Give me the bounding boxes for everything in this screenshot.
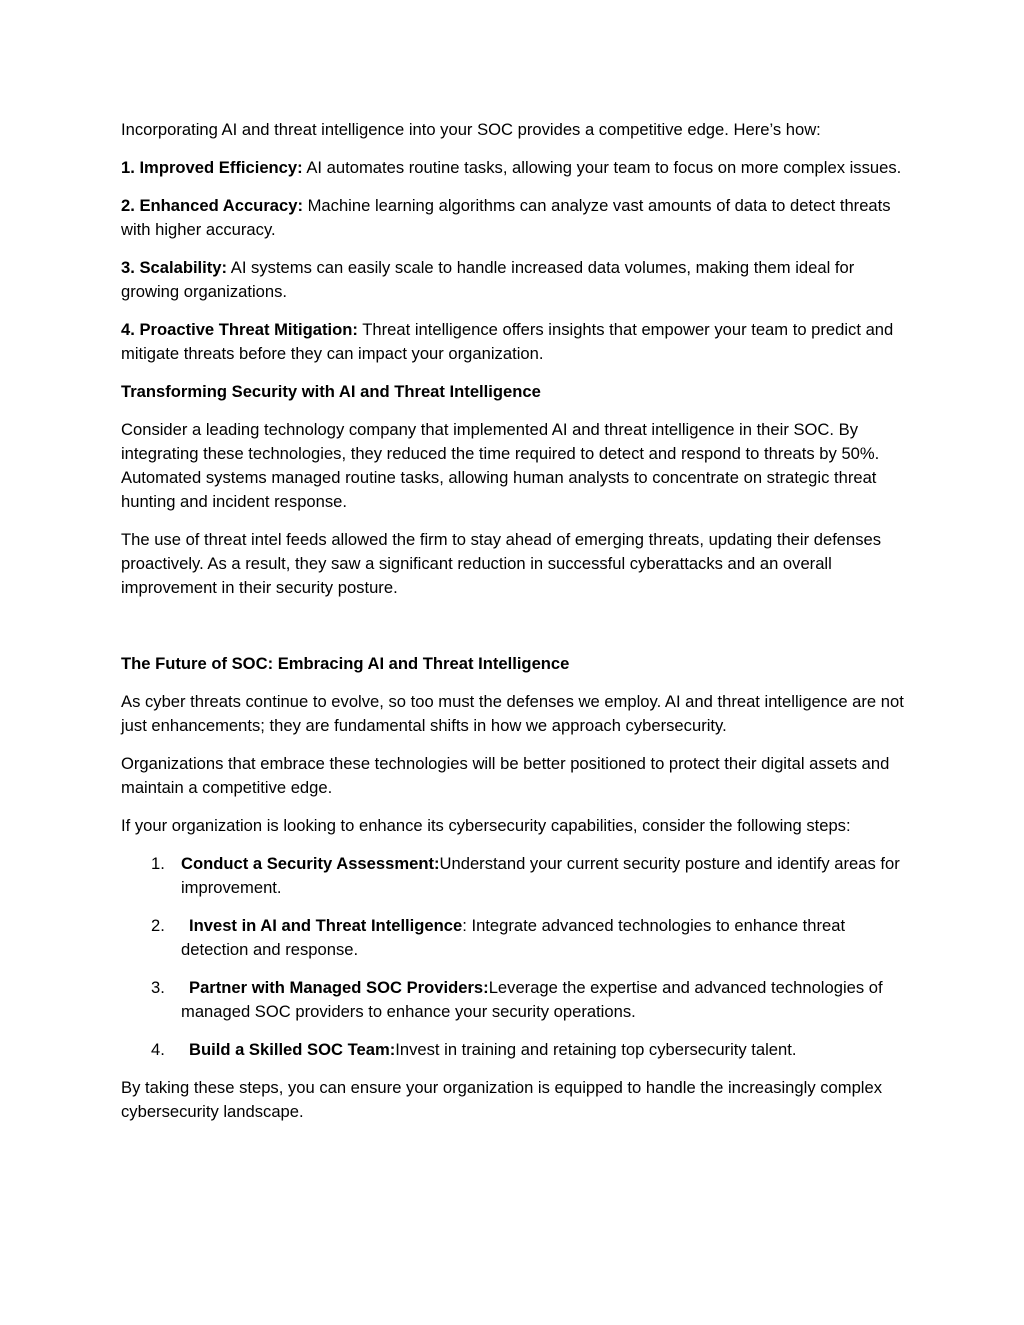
benefit-text: Threat intelligence offers insights that empower your team to predict and mitigate threats before they can impact your organization.: [121, 320, 894, 363]
list-item: [121, 852, 907, 900]
benefit-label: 1. Improved Efficiency:: [121, 158, 303, 177]
list-number: 4.: [151, 1040, 165, 1059]
list-item: [121, 976, 907, 1024]
closing-paragraph: By taking these steps, you can ensure your organization is equipped to handle the increasingly complex cybersecurity landscape.: [121, 1078, 883, 1121]
benefit-proactive-mitigation: [121, 318, 907, 366]
section-spacer: [121, 614, 907, 652]
list-number: 1.: [151, 854, 165, 873]
step-text: Invest in training and retaining top cybersecurity talent.: [395, 1040, 797, 1059]
benefit-label: 4. Proactive Threat Mitigation:: [121, 320, 358, 339]
case-study-paragraph: Consider a leading technology company that implemented AI and threat intelligence in their SOC. By integrating these technologies, they reduced the time required to detect and respond to threats by 50%. Automated systems managed routine tasks, allowing human analysts to concentrate on strategic threat hunting and incident response.: [121, 420, 880, 511]
steps-intro-paragraph: If your organization is looking to enhance its cybersecurity capabilities, consider the following steps:: [121, 816, 851, 835]
benefit-text: Machine learning algorithms can analyze vast amounts of data to detect threats with higher accuracy.: [121, 196, 891, 239]
step-text: Understand your current security posture and identify areas for improvement.: [181, 854, 900, 897]
step-label: Partner with Managed SOC Providers:: [189, 978, 489, 997]
threat-intel-paragraph: The use of threat intel feeds allowed the firm to stay ahead of emerging threats, updating their defenses proactively. As a result, they saw a significant reduction in successful cyberattacks and an overall improvement in their security posture.: [121, 530, 882, 597]
list-item: [121, 1038, 907, 1062]
section-heading-transforming: Transforming Security with AI and Threat Intelligence: [121, 382, 541, 401]
section-heading-future: The Future of SOC: Embracing AI and Threat Intelligence: [121, 654, 570, 673]
embrace-paragraph: Organizations that embrace these technologies will be better positioned to protect their digital assets and maintain a competitive edge.: [121, 754, 890, 797]
list-number: 2.: [151, 916, 165, 935]
benefit-label: 3. Scalability:: [121, 258, 228, 277]
evolve-paragraph: As cyber threats continue to evolve, so too must the defenses we employ. AI and threat intelligence are not just enhancements; they are fundamental shifts in how we approach cybersecurity.: [121, 692, 904, 735]
list-number: 3.: [151, 978, 165, 997]
benefit-accuracy: [121, 194, 907, 242]
step-text: : Integrate advanced technologies to enhance threat detection and response.: [181, 916, 846, 959]
benefit-label: 2. Enhanced Accuracy:: [121, 196, 303, 215]
document-page: [121, 118, 907, 1138]
intro-paragraph: Incorporating AI and threat intelligence into your SOC provides a competitive edge. Here’s how:: [121, 120, 821, 139]
benefit-text: AI systems can easily scale to handle increased data volumes, making them ideal for growing organizations.: [121, 258, 855, 301]
step-label: Conduct a Security Assessment:: [181, 854, 440, 873]
steps-list: [121, 852, 907, 1062]
benefit-efficiency: [121, 156, 907, 180]
list-item: [121, 914, 907, 962]
step-text: Leverage the expertise and advanced technologies of managed SOC providers to enhance your security operations.: [181, 978, 883, 1021]
step-label: Invest in AI and Threat Intelligence: [189, 916, 463, 935]
benefit-text: AI automates routine tasks, allowing your team to focus on more complex issues.: [302, 158, 902, 177]
benefit-scalability: [121, 256, 907, 304]
step-label: Build a Skilled SOC Team:: [189, 1040, 396, 1059]
